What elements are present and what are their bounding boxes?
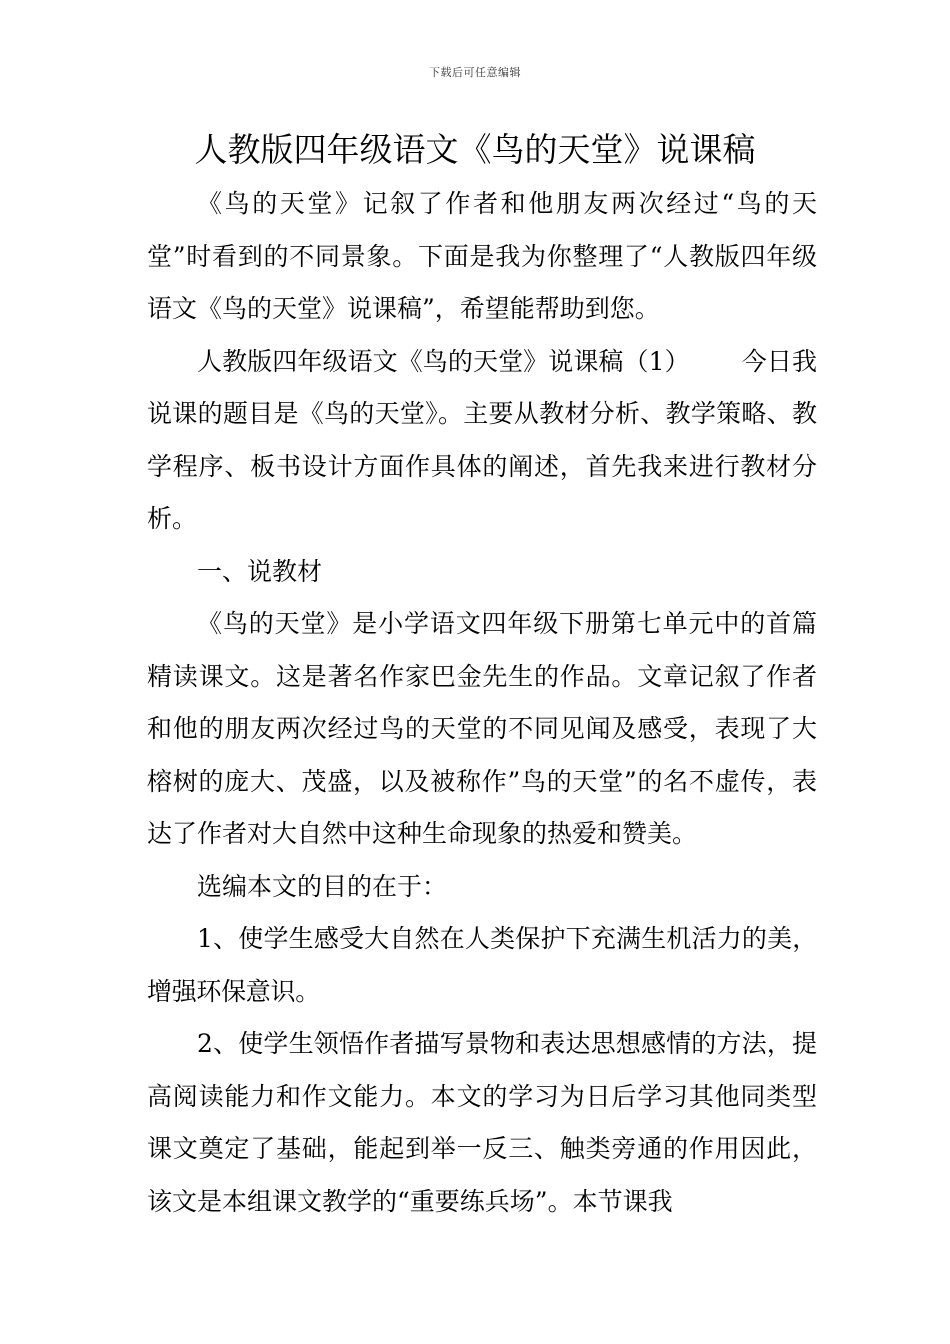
paragraph-subtitle-opening	[147, 336, 817, 546]
paragraph-purpose: 选编本文的目的在于：	[197, 871, 448, 901]
section-heading-material: 一、说教材	[197, 556, 323, 586]
lecture-subtitle: 人教版四年级语文《鸟的天堂》说课稿（1）	[197, 346, 690, 376]
paragraph-goal-1: 1、使学生感受大自然在人类保护下充满生机活力的美，增强环保意识。	[147, 924, 817, 1006]
paragraph-opening: 今日我说课的题目是《鸟的天堂》。主要从教材分析、教学策略、教学程序、板书设计方面作具体的阐述，首先我来进行教材分析。	[147, 346, 817, 533]
document-body	[147, 178, 817, 1228]
header-note: 下载后可任意编辑	[429, 66, 521, 79]
paragraph-material: 《鸟的天堂》是小学语文四年级下册第七单元中的首篇精读课文。这是著名作家巴金先生的作品。文章记叙了作者和他的朋友两次经过鸟的天堂的不同见闻及感受，表现了大榕树的庞大、茂盛，以及被称作”鸟的天堂”的名不虚传，表达了作者对大自然中这种生命现象的热爱和赞美。	[147, 609, 817, 848]
paragraph-goal-2: 2、使学生领悟作者描写景物和表达思想感情的方法，提高阅读能力和作文能力。本文的学习为日后学习其他同类型课文奠定了基础，能起到举一反三、触类旁通的作用因此，该文是本组课文教学的“重要练兵场”。本节课我	[147, 1029, 817, 1216]
paragraph-intro: 《鸟的天堂》记叙了作者和他朋友两次经过“鸟的天堂”时看到的不同景象。下面是我为你整理了“人教版四年级语文《鸟的天堂》说课稿”，希望能帮助到您。	[147, 189, 817, 323]
document-title: 人教版四年级语文《鸟的天堂》说课稿	[194, 130, 756, 169]
